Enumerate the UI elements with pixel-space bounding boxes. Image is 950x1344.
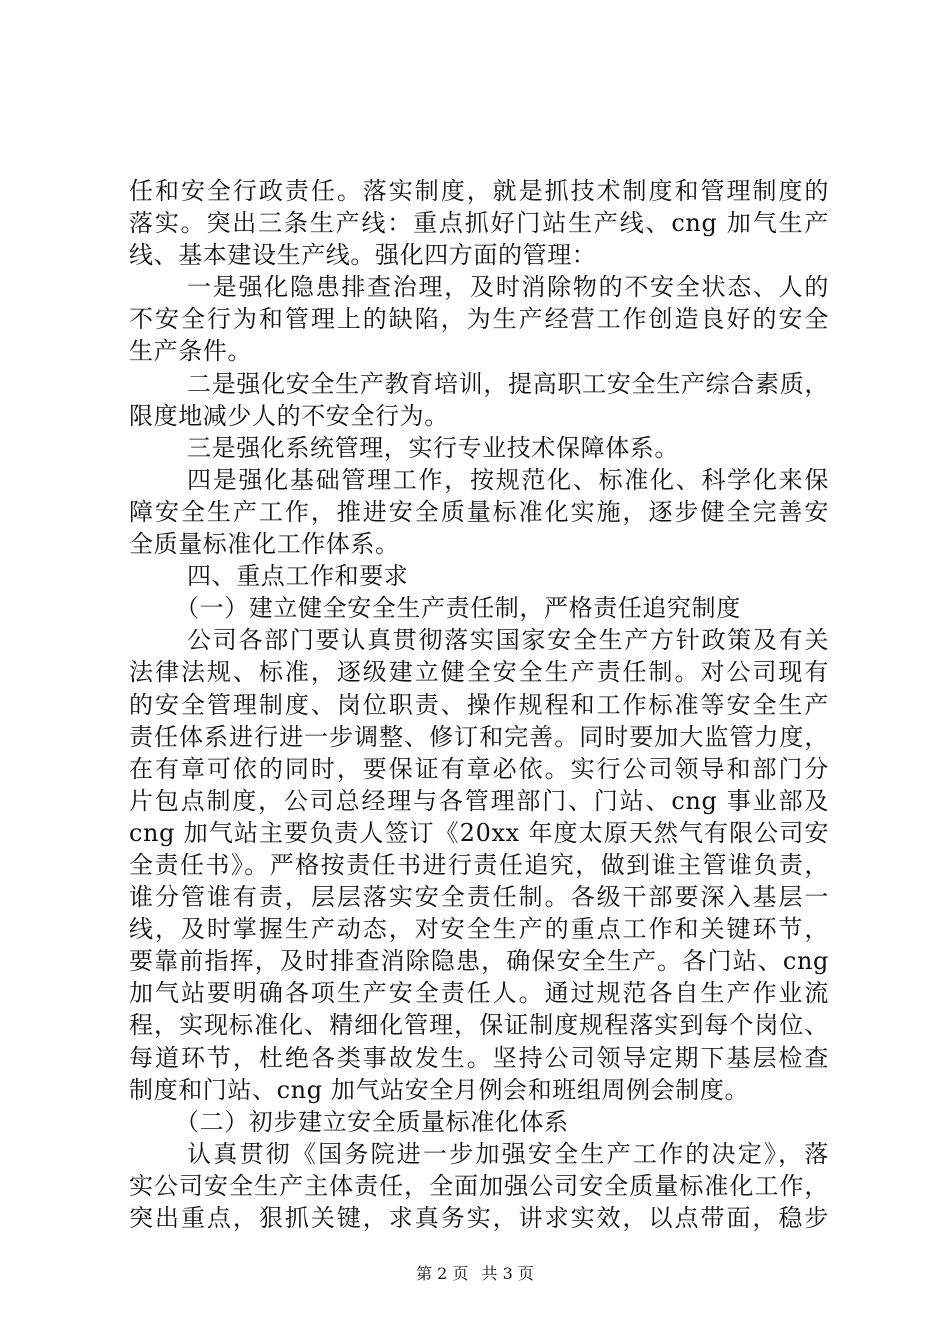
- text-line: 落实。突出三条生产线：重点抓好门站生产线、cng 加气生产: [129, 209, 829, 238]
- text-line: 障安全生产工作，推进安全质量标准化实施，逐步健全完善安: [129, 497, 829, 526]
- text-line: 任和安全行政责任。落实制度，就是抓技术制度和管理制度的: [129, 177, 829, 205]
- text-line: 制度和门站、cng 加气站安全月例会和班组周例会制度。: [129, 1075, 750, 1104]
- subsection-heading: （一）建立健全安全生产责任制，严格责任追究制度: [175, 594, 741, 623]
- text-line: 加气站要明确各项生产安全责任人。通过规范各自生产作业流: [129, 979, 829, 1008]
- text-line: cng 加气站主要负责人签订《20xx 年度太原天然气有限公司安: [129, 818, 829, 847]
- text-line: 突出重点，狠抓关键，求真务实，讲求实效，以点带面，稳步: [129, 1204, 829, 1232]
- paragraph-start-line: 认真贯彻《国务院进一步加强安全生产工作的决定》，落: [187, 1139, 829, 1168]
- text-line: 生产条件。: [129, 337, 252, 366]
- text-line: 在有章可依的同时，要保证有章必依。实行公司领导和部门分: [129, 754, 829, 783]
- paragraph-start-line: 公司各部门要认真贯彻落实国家安全生产方针政策及有关: [187, 626, 829, 655]
- text-line: 责任体系进行进一步调整、修订和完善。同时要加大监管力度，: [129, 722, 829, 751]
- text-line: 谁分管谁有责，层层落实安全责任制。各级干部要深入基层一: [129, 883, 829, 912]
- text-line: 不安全行为和管理上的缺陷，为生产经营工作创造良好的安全: [129, 305, 829, 334]
- text-line: 片包点制度，公司总经理与各管理部门、门站、cng 事业部及: [129, 786, 829, 815]
- section-heading: 四、重点工作和要求: [187, 562, 409, 591]
- document-body: [129, 175, 829, 1234]
- text-line: 法律法规、标准，逐级建立健全安全生产责任制。对公司现有: [129, 658, 829, 687]
- page-number: 第 2 页: [416, 1264, 469, 1283]
- text-line: 线、基本建设生产线。强化四方面的管理：: [129, 241, 597, 270]
- text-line: 线，及时掌握生产动态，对安全生产的重点工作和关键环节，: [129, 915, 829, 944]
- page-total: 共 3 页: [481, 1264, 534, 1283]
- text-line: 实公司安全生产主体责任，全面加强公司安全质量标准化工作，: [129, 1171, 829, 1200]
- paragraph-start-line: 二是强化安全生产教育培训，提高职工安全生产综合素质，: [187, 369, 829, 398]
- subsection-heading: （二）初步建立安全质量标准化体系: [175, 1107, 569, 1136]
- text-line: 程，实现标准化、精细化管理，保证制度规程落实到每个岗位、: [129, 1011, 829, 1040]
- text-line: 的安全管理制度、岗位职责、操作规程和工作标准等安全生产: [129, 690, 829, 719]
- paragraph-start-line: 三是强化系统管理，实行专业技术保障体系。: [187, 433, 679, 462]
- text-line: 全质量标准化工作体系。: [129, 530, 400, 559]
- text-line: 要靠前指挥，及时排查消除隐患，确保安全生产。各门站、cng: [129, 947, 829, 976]
- page-footer: [0, 1264, 950, 1284]
- text-line: 每道环节，杜绝各类事故发生。坚持公司领导定期下基层检查: [129, 1043, 829, 1072]
- paragraph-start-line: 四是强化基础管理工作，按规范化、标准化、科学化来保: [187, 465, 829, 494]
- text-line: 全责任书》。严格按责任书进行责任追究，做到谁主管谁负责，: [129, 850, 829, 879]
- paragraph-start-line: 一是强化隐患排查治理，及时消除物的不安全状态、人的: [187, 273, 829, 302]
- text-line: 限度地减少人的不安全行为。: [129, 401, 449, 430]
